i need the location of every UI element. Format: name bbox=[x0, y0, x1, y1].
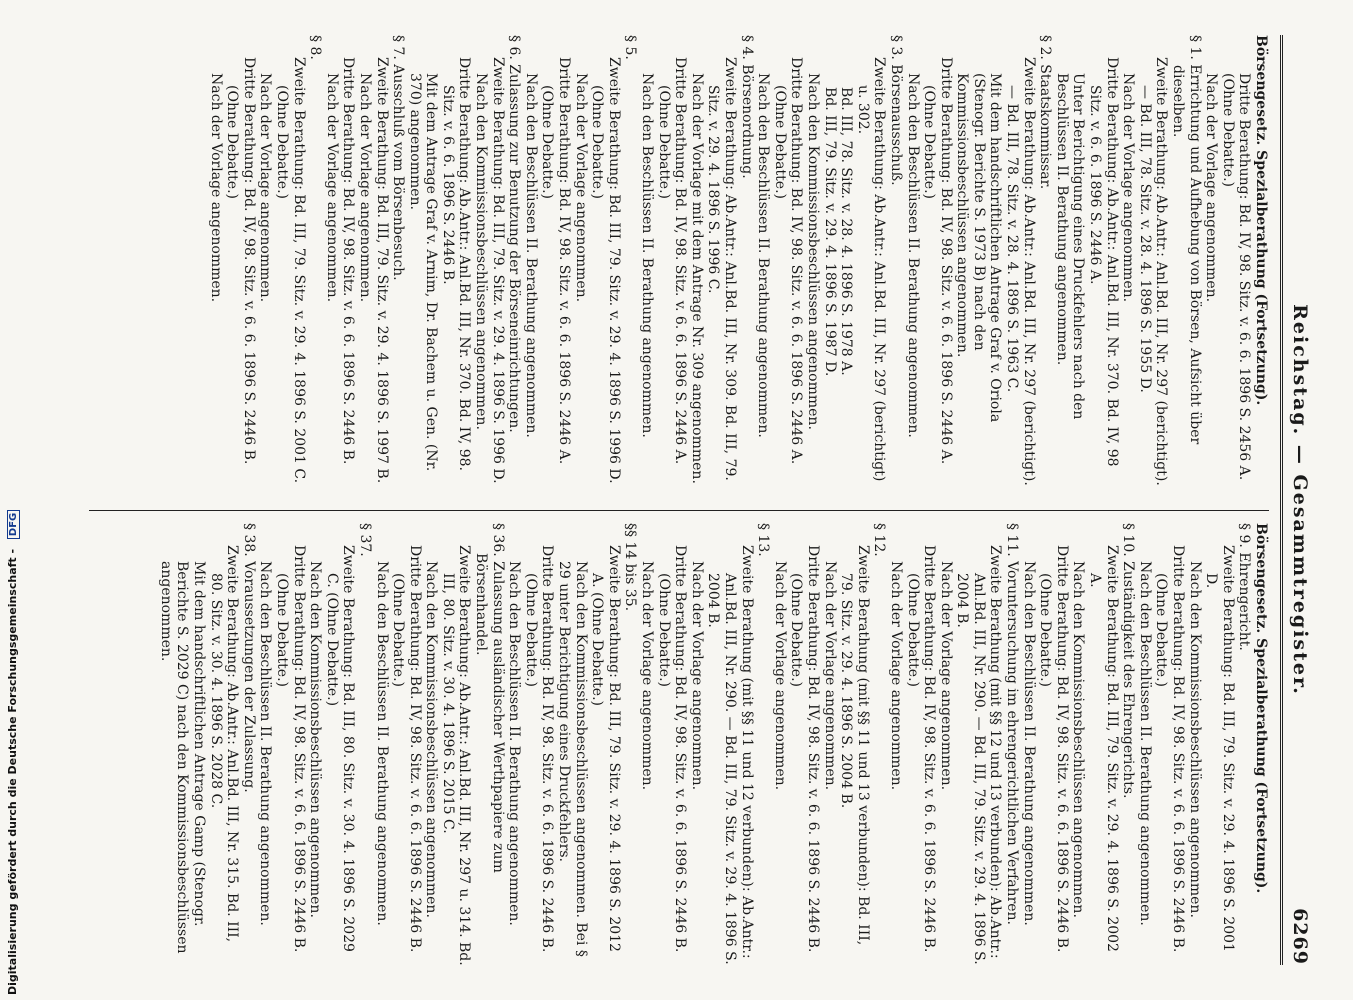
entry-line: Zweite Berathung: Bd. III, 79. Sitz. v. 29. 4. 1896 S. 2001 D. bbox=[1203, 545, 1236, 952]
entry-line: Zweite Berathung: Ab.Antr.: Anl.Bd. III, Nr. 297 (berichtigt). — Bd. III, 78. Sitz. v. 28. 4. 1896 S. 1963 C. bbox=[1004, 57, 1037, 486]
entry-line: Dritte Berathung: Bd. IV, 98. Sitz. v. 6. 6. 1896 S. 2446 A. (Ohne Debatte.) bbox=[921, 57, 954, 465]
entry-line: Nach den Kommissionsbeschlüssen angenommen. bbox=[1186, 561, 1203, 918]
entry-line: Zweite Berathung: Ab.Antr.: Anl.Bd. III, Nr. 297 u. 314. Bd. III, 80. Sitz. v. 30. 4. 1896 S. 2015 C. bbox=[439, 545, 473, 966]
left-column bbox=[89, 35, 1269, 490]
entry-line: Zweite Berathung: Ab.Antr.: Anl.Bd. III, Nr. 297 (berichtigt) u. 302. bbox=[854, 57, 888, 482]
section-entry: § 2. Staatskommissar. bbox=[1037, 35, 1054, 190]
entry-line: Zweite Berathung: Ab.Antr.: Anl.Bd. III, Nr. 315. Bd. III, 80. Sitz. v. 30. 4. 1896 S. 2028 C. bbox=[207, 545, 241, 943]
entry-line: Nach den Kommissionsbeschlüssen angenommen. bbox=[307, 561, 324, 918]
entry-line: Nach den Beschlüssen II. Berathung angenommen. bbox=[904, 73, 921, 438]
entry-line: Dritte Berathung: Bd. IV, 98. Sitz. v. 6. 6. 1896 S. 2446 B. (Ohne Debatte.) bbox=[655, 545, 689, 953]
entry-line: Dritte Berathung: Ab.Antr.: Anl.Bd. III, Nr. 370. Bd. IV, 98. Sitz. v. 6. 6. 1896 S. 2446 B. bbox=[439, 57, 473, 471]
entry-line: Dritte Berathung: Bd. IV, 98. Sitz. v. 6. 6. 1896 S. 2446 B. (Ohne Debatte.) bbox=[522, 545, 556, 953]
entry-line: Nach der Vorlage angenommen. bbox=[207, 73, 224, 303]
entry-line: Zweite Berathung: Bd. III, 79. Sitz. v. 29. 4. 1896 S. 1996 D. bbox=[489, 57, 506, 484]
entry-line: Nach den Beschlüssen II. Berathung angenommen. bbox=[522, 73, 539, 438]
entry-line: Zweite Berathung: Bd. III, 79. Sitz. v. 29. 4. 1896 S. 2001 C. (Ohne Debatte.) bbox=[273, 57, 307, 484]
section-entry: § 36. Zulassung ausländischer Werthpapiere zum Börsenhandel. bbox=[473, 523, 506, 873]
entry-line: Bd. III, 79. Sitz. v. 29. 4. 1896 S. 1987 D. bbox=[821, 87, 838, 377]
section-entry: § 11. Voruntersuchung im ehrengerichtlichen Verfahren. bbox=[1004, 523, 1021, 926]
entry-line: Dritte Berathung: Ab.Antr.: Anl.Bd. III, Nr. 370. Bd. IV, 98 Sitz. v. 6. 6. 1896 S. 2446 A. bbox=[1087, 57, 1120, 467]
entry-line: Nach der Vorlage angenommen. bbox=[1203, 73, 1220, 303]
entry-line: Dritte Berathung: Bd. IV, 98. Sitz. v. 6. 6. 1896 S. 2446 A. (Ohne Debatte.) bbox=[539, 57, 573, 465]
entry-line: Zweite Berathung: Ab.Antr.: Anl.Bd. III, Nr. 309. Bd. III, 79. Sitz. v. 29. 4. 1896 S. 1996 C. bbox=[705, 57, 738, 481]
entry-line: Nach den Kommissionsbeschlüssen angenommen. bbox=[473, 73, 490, 430]
entry-line: Nach den Beschlüssen II. Berathung angenommen. bbox=[1020, 561, 1037, 926]
entry-line: Zweite Berathung (mit §§ 11 und 13 verbunden): Bd. III, 79. Sitz. v. 29. 4. 1896 S. 2004 B. bbox=[838, 545, 871, 946]
entry-line: Nach der Vorlage angenommen. bbox=[688, 561, 705, 791]
entry-line: Nach den Beschlüssen II. Berathung angenommen. bbox=[1136, 561, 1153, 926]
entry-line: Zweite Berathung (mit §§ 11 und 12 verbunden): Ab.Antr.: Anl.Bd. III, Nr. 290. — Bd. III, 79. Sitz. v. 29. 4. 1896 S. 2004 B. bbox=[705, 545, 755, 965]
entry-line: Zweite Berathung (mit §§ 12 und 13 verbunden): Ab.Antr.: Anl.Bd. III, Nr. 290. — Bd. III, 79. Sitz. v. 29. 4. 1896 S. 2004 B. bbox=[954, 545, 1004, 965]
entry-line: Zweite Berathung: Bd. III, 80. Sitz. v. 30. 4. 1896 S. 2029 C. (Ohne Debatte.) bbox=[323, 545, 357, 952]
entry-line: Nach den Beschlüssen II. Berathung angenommen. bbox=[639, 73, 656, 438]
entry-line: Zweite Berathung: Bd. III, 79. Sitz. v. 29. 4. 1896 S. 1996 D. (Ohne Debatte.) bbox=[589, 57, 622, 484]
section-entry: § 10. Zuständigkeit des Ehrengerichts. bbox=[1120, 523, 1137, 799]
section-entry: § 1. Errichtung und Aufhebung von Börsen, Aufsicht über dieselben. bbox=[1170, 35, 1203, 445]
entry-line: Dritte Berathung: Bd. IV, 98. Sitz. v. 6. 6. 1896 S. 2446 B. (Ohne Debatte.) bbox=[390, 545, 423, 953]
entry-line: Nach der Vorlage angenommen. bbox=[937, 561, 954, 791]
column-heading: Börsengesetz. Spezialberathung (Fortsetzung). bbox=[1253, 523, 1269, 894]
entry-line: Zweite Berathung: Bd. III, 79. Sitz. v. 29. 4. 1896 S. 2002 A. bbox=[1087, 545, 1120, 952]
entry-line: Dritte Berathung: Bd. IV, 98. Sitz. v. 6. 6. 1896 S. 2446 A. (Ohne Debatte.) bbox=[655, 57, 689, 465]
entry-line: Nach der Vorlage angenommen. bbox=[572, 73, 589, 303]
entry-line: Nach der Vorlage angenommen. bbox=[887, 561, 904, 791]
entry-line: Dritte Berathung: Bd. IV, 98. Sitz. v. 6. 6. 1896 S. 2446 B. (Ohne Debatte.) bbox=[1037, 545, 1070, 953]
entry-line: Mit dem handschriftlichen Antrage Graf v. Oriola (Stenogr. Berichte S. 1973 B) nach den Kommissionsbeschlüssen angenommen. bbox=[954, 73, 1004, 423]
section-entry: § 6. Zulassung zur Benutzung der Börseneinrichtungen. bbox=[506, 35, 523, 433]
section-entry: § 38. Voraussetzungen der Zulassung. bbox=[240, 523, 257, 793]
entry-line: Nach den Beschlüssen II. Berathung angenommen. bbox=[257, 561, 274, 926]
section-entry: § 3. Börsenausschuß. bbox=[887, 35, 904, 186]
section-entry: § 4. Börsenordnung. bbox=[738, 35, 755, 179]
section-entry: § 5. bbox=[622, 35, 639, 60]
entry-line: Unter Berichtigung eines Druckfehlers nach den Beschlüssen II. Berathung angenommen. bbox=[1053, 73, 1087, 420]
entry-line: Dritte Berathung: Bd. IV, 98. Sitz. v. 6. 6. 1896 S. 2446 B. (Ohne Debatte.) bbox=[224, 57, 257, 465]
running-title: Reichstag. — Gesammtregister. bbox=[1289, 304, 1311, 696]
entry-line: Nach den Kommissionsbeschlüssen angenommen. bbox=[1070, 561, 1087, 918]
entry-line: Nach der Vorlage angenommen. bbox=[323, 73, 340, 303]
entry-line: Nach der Vorlage angenommen. bbox=[1120, 73, 1137, 303]
entry-line: Nach den Beschlüssen II. Berathung angenommen. bbox=[755, 73, 772, 438]
entry-line: Nach der Vorlage mit dem Antrage Nr. 309 angenommen. bbox=[688, 73, 705, 484]
page-header bbox=[1280, 35, 1313, 965]
entry-line: Zweite Berathung: Bd. III, 79. Sitz. v. 29. 4. 1896 S. 1997 B. bbox=[373, 57, 390, 484]
section-entry: §§ 14 bis 35. bbox=[622, 523, 639, 612]
entry-line: Nach den Kommissionsbeschlüssen angenommen. bbox=[804, 73, 821, 430]
entry-line: Nach der Vorlage angenommen. bbox=[771, 561, 788, 791]
entry-line: Nach den Kommissionsbeschlüssen angenommen. bbox=[423, 561, 440, 918]
entry-line: Nach der Vorlage angenommen. bbox=[639, 561, 656, 791]
entry-line: Mit dem Antrage Graf v. Arnim, Dr. Bachem u. Gen. (Nr. 370) angenommen. bbox=[406, 73, 440, 472]
section-entry: § 12. bbox=[871, 523, 888, 557]
entry-line: Nach den Beschlüssen II. Berathung angenommen. bbox=[373, 561, 390, 926]
entry-line: Dritte Berathung: Bd. IV, 98. Sitz. v. 6. 6. 1896 S. 2446 B. bbox=[340, 57, 357, 465]
entry-line: Dritte Berathung: Bd. IV, 98. Sitz. v. 6. 6. 1896 S. 2446 A. (Ohne Debatte.) bbox=[771, 57, 805, 465]
entry-line: Dritte Berathung: Bd. IV, 98. Sitz. v. 6. 6. 1896 S. 2446 B. (Ohne Debatte.) bbox=[1153, 545, 1187, 953]
entry-line: Zweite Berathung: Ab.Antr.: Anl.Bd. III, Nr. 297 (berichtigt). — Bd. III, 78. Sitz. v. 28. 4. 1896 S. 1955 D. bbox=[1136, 57, 1170, 486]
entry-line: Zweite Berathung: Bd. III, 79. Sitz. v. 29. 4. 1896 S. 2012 A. (Ohne Debatte.) bbox=[589, 545, 622, 952]
column-heading: Börsengesetz. Spezialberathung (Fortsetzung). bbox=[1253, 35, 1269, 406]
entry-line: Mit dem handschriftlichen Antrage Gamp (Stenogr. Berichte S. 2029 C) nach den Kommissionsbeschlüssen angenommen. bbox=[157, 561, 207, 954]
section-entry: § 8. bbox=[307, 35, 324, 60]
entry-line: Nach der Vorlage angenommen. bbox=[257, 73, 274, 303]
entry-line: Dritte Berathung: Bd. IV, 98. Sitz. v. 6. 6. 1896 S. 2446 B. (Ohne Debatte.) bbox=[904, 545, 938, 953]
entry-line: Bd. III, 78. Sitz. v. 28. 4. 1896 S. 1978 A. bbox=[838, 87, 855, 376]
section-entry: § 13. bbox=[755, 523, 772, 557]
entry-line: Dritte Berathung: Bd. IV, 98. Sitz. v. 6. 6. 1896 S. 2446 B. (Ohne Debatte.) bbox=[273, 545, 307, 953]
entry-line: Dritte Berathung: Bd. IV, 98. Sitz. v. 6. 6. 1896 S. 2456 A. (Ohne Debatte.) bbox=[1219, 73, 1253, 481]
digitization-credit bbox=[0, 0, 22, 1000]
entry-line: Nach der Vorlage angenommen. bbox=[356, 73, 373, 303]
entry-line: Nach der Vorlage angenommen. bbox=[821, 561, 838, 791]
entry-line: Nach den Kommissionsbeschlüssen angenommen. Bei § 29 unter Berichtigung eines Druckfehlers. bbox=[556, 561, 589, 957]
section-entry: § 7. Ausschluß vom Börsenbesuch. bbox=[390, 35, 407, 281]
dfg-logo: DFG bbox=[7, 510, 20, 539]
section-entry: § 37. bbox=[356, 523, 373, 557]
entry-line: Nach den Beschlüssen II. Berathung angenommen. bbox=[506, 561, 523, 926]
entry-line: Dritte Berathung: Bd. IV, 98. Sitz. v. 6. 6. 1896 S. 2446 B. (Ohne Debatte.) bbox=[788, 545, 821, 953]
section-entry: § 9. Ehrengericht. bbox=[1236, 523, 1253, 651]
credit-text: Digitalisierung gefördert durch die Deutsche Forschungsgemeinschaft - bbox=[6, 548, 19, 995]
page-number: 6269 bbox=[1289, 908, 1311, 965]
right-column bbox=[89, 510, 1269, 968]
